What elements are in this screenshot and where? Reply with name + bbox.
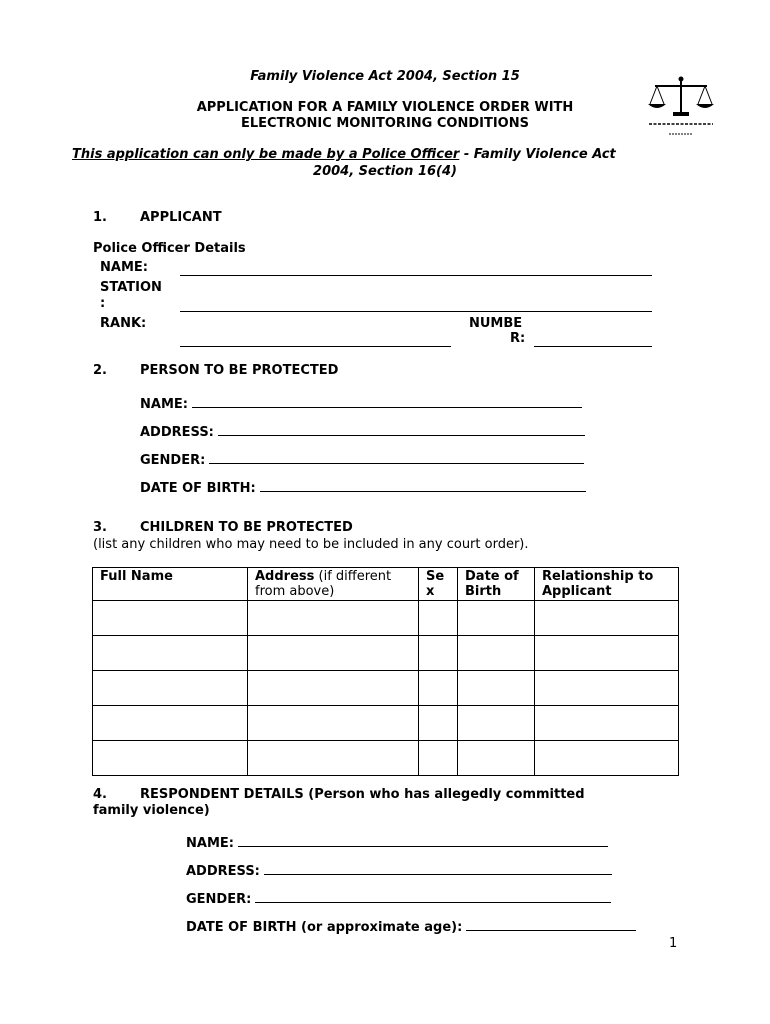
- respondent-gender-row: [186, 890, 611, 907]
- child-dob-cell[interactable]: [458, 636, 535, 671]
- respondent-dob-row: [186, 918, 636, 935]
- child-dob-cell[interactable]: [458, 741, 535, 776]
- respondent-name-label: NAME:: [186, 836, 234, 851]
- section3-heading: CHILDREN TO BE PROTECTED: [140, 520, 353, 535]
- child-relationship-cell[interactable]: [535, 636, 679, 671]
- protected-dob-row: [140, 479, 586, 496]
- child-dob-cell[interactable]: [458, 601, 535, 636]
- table-row: [93, 601, 679, 636]
- protected-dob-field[interactable]: [260, 479, 586, 492]
- section1-heading: APPLICANT: [140, 210, 222, 225]
- respondent-name-field[interactable]: [238, 834, 608, 847]
- child-dob-cell[interactable]: [458, 706, 535, 741]
- table-row: [93, 706, 679, 741]
- child-address-cell[interactable]: [248, 636, 419, 671]
- police-only-notice: [72, 147, 616, 162]
- protected-name-row: [140, 395, 582, 412]
- rank-field[interactable]: [180, 346, 451, 347]
- scales-of-justice-icon: [645, 74, 717, 140]
- section2-number: 2.: [93, 363, 107, 378]
- protected-address-label: ADDRESS:: [140, 425, 214, 440]
- child-address-cell[interactable]: [248, 706, 419, 741]
- col-relationship: Relationship to Applicant: [535, 568, 679, 601]
- protected-address-field[interactable]: [218, 423, 585, 436]
- table-row: [93, 741, 679, 776]
- child-relationship-cell[interactable]: [535, 671, 679, 706]
- protected-address-row: [140, 423, 585, 440]
- protected-name-field[interactable]: [192, 395, 582, 408]
- protected-name-label: NAME:: [140, 397, 188, 412]
- rank-label: RANK:: [100, 316, 147, 331]
- officer-number-field[interactable]: [534, 346, 652, 347]
- court-crest-logo: [645, 74, 717, 140]
- section1-number: 1.: [93, 210, 107, 225]
- respondent-address-row: [186, 862, 612, 879]
- form-title-line2: ELECTRONIC MONITORING CONDITIONS: [241, 116, 529, 131]
- child-name-cell[interactable]: [93, 636, 248, 671]
- table-row: [93, 636, 679, 671]
- col-full-name: Full Name: [93, 568, 248, 601]
- act-reference: Family Violence Act 2004, Section 15: [250, 69, 520, 84]
- child-name-cell[interactable]: [93, 706, 248, 741]
- station-field[interactable]: [180, 311, 652, 312]
- child-sex-cell[interactable]: [419, 741, 458, 776]
- number-label-line1: NUMBE: [469, 316, 523, 331]
- respondent-address-label: ADDRESS:: [186, 864, 260, 879]
- protected-gender-label: GENDER:: [140, 453, 206, 468]
- child-name-cell[interactable]: [93, 601, 248, 636]
- child-relationship-cell[interactable]: [535, 741, 679, 776]
- child-sex-cell[interactable]: [419, 601, 458, 636]
- respondent-gender-label: GENDER:: [186, 892, 252, 907]
- section2-heading: PERSON TO BE PROTECTED: [140, 363, 339, 378]
- child-address-cell[interactable]: [248, 601, 419, 636]
- col-address: Address (if different from above): [248, 568, 419, 601]
- respondent-gender-field[interactable]: [255, 890, 611, 903]
- col-sex: Se x: [419, 568, 458, 601]
- protected-dob-label: DATE OF BIRTH:: [140, 481, 256, 496]
- station-label-line2: :: [100, 296, 106, 311]
- applicant-name-label: NAME:: [100, 260, 148, 275]
- section3-number: 3.: [93, 520, 107, 535]
- police-officer-details-label: Police Officer Details: [93, 241, 246, 256]
- protected-gender-row: [140, 451, 584, 468]
- section4-heading-line2: family violence): [93, 803, 210, 818]
- children-note: (list any children who may need to be included in any court order).: [93, 537, 529, 552]
- respondent-dob-field[interactable]: [466, 918, 636, 931]
- children-table-header: [93, 568, 679, 601]
- respondent-name-row: [186, 834, 608, 851]
- station-label-line1: STATION: [100, 280, 162, 295]
- notice-rest: - Family Violence Act: [459, 147, 616, 162]
- table-row: [93, 671, 679, 706]
- respondent-dob-label: DATE OF BIRTH (or approximate age):: [186, 920, 463, 935]
- respondent-address-field[interactable]: [264, 862, 612, 875]
- child-sex-cell[interactable]: [419, 636, 458, 671]
- section4-heading-line1: RESPONDENT DETAILS (Person who has allegedly committed: [140, 787, 585, 802]
- children-table: [92, 567, 679, 776]
- protected-gender-field[interactable]: [209, 451, 584, 464]
- number-label-line2: R:: [510, 331, 526, 346]
- notice-line2: 2004, Section 16(4): [313, 164, 457, 179]
- child-dob-cell[interactable]: [458, 671, 535, 706]
- col-date-of-birth: Date of Birth: [458, 568, 535, 601]
- applicant-name-field[interactable]: [180, 275, 652, 276]
- section4-number: 4.: [93, 787, 107, 802]
- page-number: 1: [669, 936, 678, 951]
- child-sex-cell[interactable]: [419, 671, 458, 706]
- child-relationship-cell[interactable]: [535, 706, 679, 741]
- child-relationship-cell[interactable]: [535, 601, 679, 636]
- child-name-cell[interactable]: [93, 741, 248, 776]
- child-address-cell[interactable]: [248, 671, 419, 706]
- child-address-cell[interactable]: [248, 741, 419, 776]
- form-title-line1: APPLICATION FOR A FAMILY VIOLENCE ORDER WITH: [196, 100, 574, 115]
- notice-underlined: This application can only be made by a Police Officer: [72, 147, 460, 162]
- child-sex-cell[interactable]: [419, 706, 458, 741]
- child-name-cell[interactable]: [93, 671, 248, 706]
